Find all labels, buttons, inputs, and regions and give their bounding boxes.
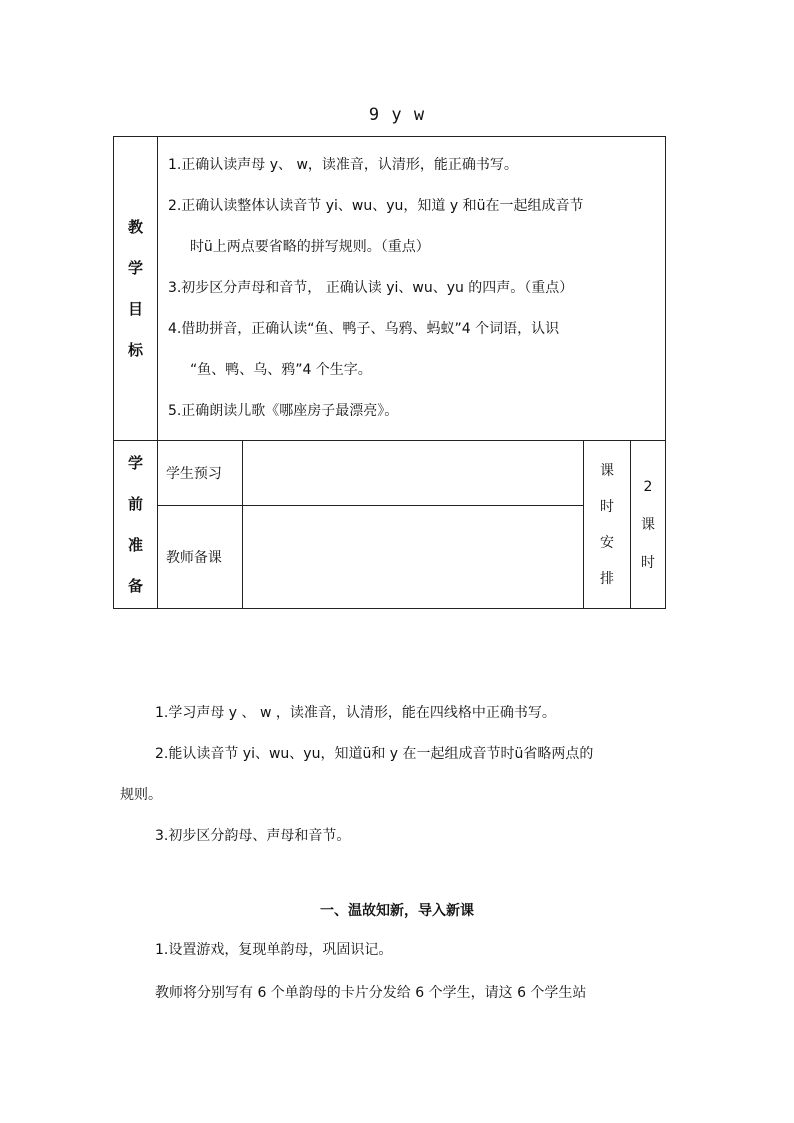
step-1-text: 教师将分别写有 6 个单韵母的卡片分发给 6 个学生，请这 6 个学生站 — [155, 985, 587, 1001]
goal-3: 3.初步区分声母和音节， 正确认读 yi、wu、yu 的四声。（重点） — [167, 280, 574, 296]
goal-2: 2.正确认读整体认读音节 yi、wu、yu，知道 y 和ü在一起组成音节 — [167, 198, 584, 214]
prep-label: 学 前 准 备 — [114, 441, 158, 609]
page-title: 9 y w — [368, 105, 426, 125]
goal-4-cont: “鱼、鸭、乌、鸦”4 个生字。 — [189, 362, 372, 378]
objective-2-cont: 规则。 — [120, 787, 162, 803]
goal-2-cont: 时ü上两点要省略的拼写规则。（重点） — [189, 239, 430, 255]
section-heading: 一、温故知新，导入新课 — [320, 903, 474, 919]
goal-1: 1.正确认读声母 y、 w，读准音，认清形，能正确书写。 — [167, 157, 518, 173]
objective-1: 1.学习声母 y 、 w ，读准音，认清形，能在四线格中正确书写。 — [155, 705, 556, 721]
goals-content — [157, 137, 665, 441]
student-preview-cell[interactable] — [242, 441, 583, 506]
goal-5: 5.正确朗读儿歌《哪座房子最漂亮》。 — [167, 403, 399, 419]
schedule-label: 课 时 安 排 — [584, 441, 631, 609]
goals-label: 教 学 目 标 — [114, 137, 158, 441]
objective-2: 2.能认读音节 yi、wu、yu，知道ü和 y 在一起组成音节时ü省略两点的 — [155, 746, 594, 762]
step-1: 1.设置游戏，复现单韵母，巩固识记。 — [155, 942, 393, 958]
lesson-plan-table — [113, 136, 666, 609]
student-preview-label: 学生预习 — [157, 441, 242, 506]
hours-value: 2 课 时 — [631, 441, 666, 609]
goal-4: 4.借助拼音，正确认读“鱼、鸭子、乌鸦、蚂蚁”4 个词语，认识 — [167, 321, 560, 337]
teacher-prep-label: 教师备课 — [157, 506, 242, 609]
teacher-prep-cell[interactable] — [242, 506, 583, 609]
objective-3: 3.初步区分韵母、声母和音节。 — [155, 828, 351, 844]
